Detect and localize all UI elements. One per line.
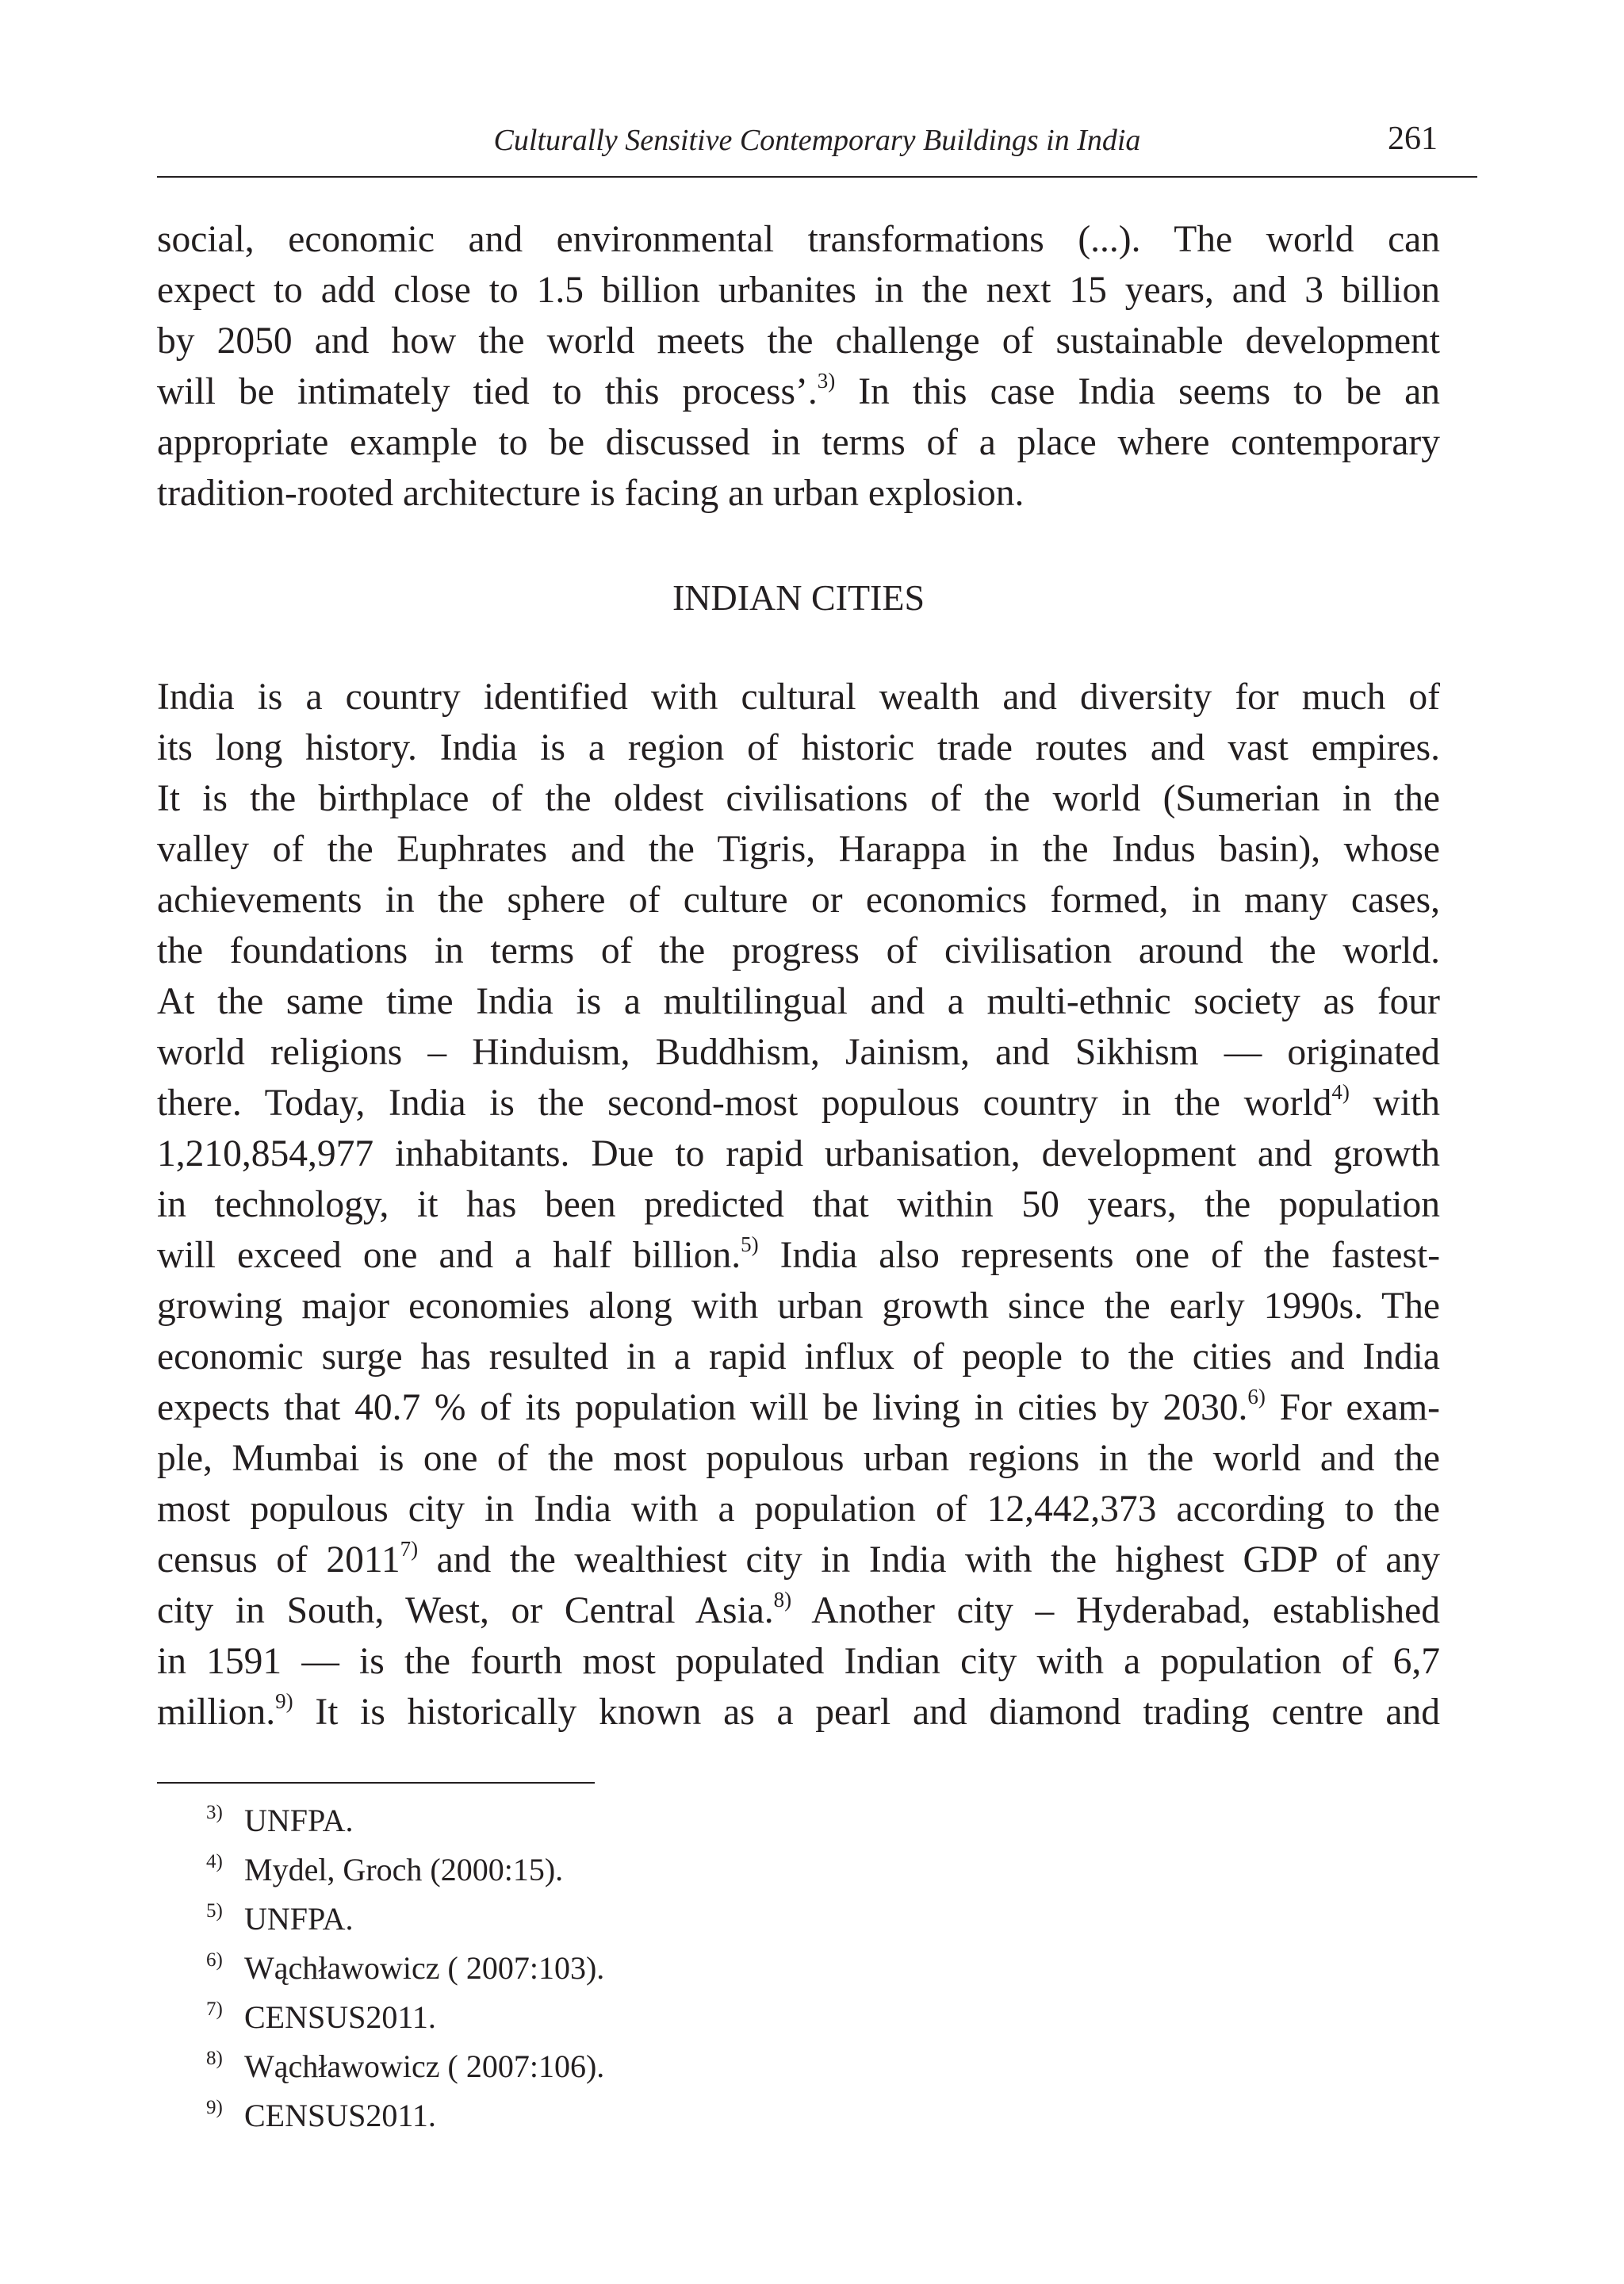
paragraph-indian-cities bbox=[157, 672, 1440, 1738]
text-line: in technology, it has been predicted that within 50 years, the population bbox=[157, 1184, 1440, 1225]
text-run: city in South, West, or Central Asia. bbox=[157, 1590, 774, 1631]
footnote-text: UNFPA. bbox=[244, 1803, 354, 1838]
text-run: will exceed one and a half billion. bbox=[157, 1235, 741, 1276]
text-run: In this case India seems to be an bbox=[835, 371, 1440, 412]
text-line: growing major economies along with urban growth since the early 1990s. The bbox=[157, 1286, 1440, 1327]
paragraph-intro bbox=[157, 214, 1440, 519]
text-line: At the same time India is a multilingual and a multi-ethnic society as four bbox=[157, 981, 1440, 1022]
footnote-ref: 7) bbox=[400, 1537, 419, 1561]
footnote-ref: 9) bbox=[275, 1689, 293, 1713]
footnote-ref: 5) bbox=[741, 1232, 759, 1256]
text-line: It is the birthplace of the oldest civilisations of the world (Sumerian in the bbox=[157, 778, 1440, 819]
text-run: census of 2011 bbox=[157, 1539, 400, 1581]
text-run: India also represents one of the fastest- bbox=[758, 1235, 1441, 1276]
footnote-ref: 4) bbox=[1331, 1080, 1350, 1104]
text-line: in 1591 — is the fourth most populated Indian city with a population of 6,7 bbox=[157, 1641, 1440, 1682]
text-line: tradition-rooted architecture is facing an urban explosion. bbox=[157, 473, 1025, 514]
footnote: 5) UNFPA. bbox=[206, 1900, 354, 1937]
text-line: the foundations in terms of the progress of civilisation around the world. bbox=[157, 930, 1440, 971]
text-line: its long history. India is a region of historic trade routes and vast empires. bbox=[157, 727, 1440, 768]
footnote-text: Wąchławowicz ( 2007:106). bbox=[244, 2048, 605, 2084]
text-run: expects that 40.7 % of its population will be living in cities by 2030. bbox=[157, 1387, 1248, 1428]
text-line: 1,210,854,977 inhabitants. Due to rapid urbanisation, development and growth bbox=[157, 1133, 1440, 1175]
footnote-text: Mydel, Groch (2000:15). bbox=[244, 1852, 564, 1887]
text-line bbox=[157, 1230, 1440, 1281]
footnote: 3) UNFPA. bbox=[206, 1802, 354, 1838]
text-line: India is a country identified with cultural wealth and diversity for much of bbox=[157, 676, 1440, 718]
text-run: For exam- bbox=[1265, 1387, 1441, 1428]
footnote-ref: 8) bbox=[773, 1588, 792, 1611]
text-run: and the wealthiest city in India with the highest GDP of any bbox=[418, 1539, 1440, 1581]
text-line bbox=[157, 1585, 1440, 1636]
text-line: appropriate example to be discussed in terms of a place where contemporary bbox=[157, 422, 1440, 463]
page-number: 261 bbox=[1388, 121, 1438, 157]
footnote-text: UNFPA. bbox=[244, 1901, 354, 1937]
text-run: will be intimately tied to this process’. bbox=[157, 371, 818, 412]
text-run: with bbox=[1349, 1083, 1440, 1124]
text-line bbox=[157, 366, 1440, 417]
footnote: 8) Wąchławowicz ( 2007:106). bbox=[206, 2048, 605, 2084]
text-line: most populous city in India with a population of 12,442,373 according to the bbox=[157, 1489, 1440, 1530]
footnote-ref: 6) bbox=[1247, 1385, 1266, 1408]
text-line: social, economic and environmental transformations (...). The world can bbox=[157, 219, 1440, 260]
text-run: Another city – Hyderabad, established bbox=[791, 1590, 1440, 1631]
footnotes bbox=[206, 1796, 604, 2140]
footnote: 7) CENSUS2011. bbox=[206, 1998, 436, 2035]
text-line: ple, Mumbai is one of the most populous urban regions in the world and the bbox=[157, 1438, 1440, 1479]
page-header bbox=[157, 117, 1477, 178]
footnote: 4) Mydel, Groch (2000:15). bbox=[206, 1851, 564, 1887]
text-run: It is historically known as a pearl and diamond trading centre and bbox=[293, 1692, 1440, 1733]
text-run: million. bbox=[157, 1692, 276, 1733]
footnote-text: CENSUS2011. bbox=[244, 2098, 436, 2133]
text-line bbox=[157, 1687, 1440, 1738]
text-line: expect to add close to 1.5 billion urbanites in the next 15 years, and 3 billion bbox=[157, 270, 1440, 311]
footnote-ref: 3) bbox=[817, 369, 836, 393]
text-line: achievements in the sphere of culture or economics formed, in many cases, bbox=[157, 879, 1440, 921]
text-line: world religions – Hinduism, Buddhism, Jainism, and Sikhism — originated bbox=[157, 1032, 1440, 1073]
running-title: Culturally Sensitive Contemporary Buildings in India bbox=[493, 124, 1141, 157]
text-run: there. Today, India is the second-most populous country in the world bbox=[157, 1083, 1332, 1124]
text-line bbox=[157, 1382, 1440, 1433]
footnote: 6) Wąchławowicz ( 2007:103). bbox=[206, 1949, 605, 1986]
footnote-divider bbox=[157, 1782, 595, 1784]
text-line: valley of the Euphrates and the Tigris, Harappa in the Indus basin), whose bbox=[157, 829, 1440, 870]
text-line: economic surge has resulted in a rapid influx of people to the cities and India bbox=[157, 1336, 1440, 1378]
footnote-text: CENSUS2011. bbox=[244, 1999, 436, 2035]
section-heading: INDIAN CITIES bbox=[672, 577, 925, 618]
text-line: by 2050 and how the world meets the challenge of sustainable development bbox=[157, 320, 1440, 362]
footnote-text: Wąchławowicz ( 2007:103). bbox=[244, 1950, 605, 1986]
text-line bbox=[157, 1078, 1440, 1129]
text-line bbox=[157, 1535, 1440, 1585]
footnote: 9) CENSUS2011. bbox=[206, 2097, 436, 2133]
